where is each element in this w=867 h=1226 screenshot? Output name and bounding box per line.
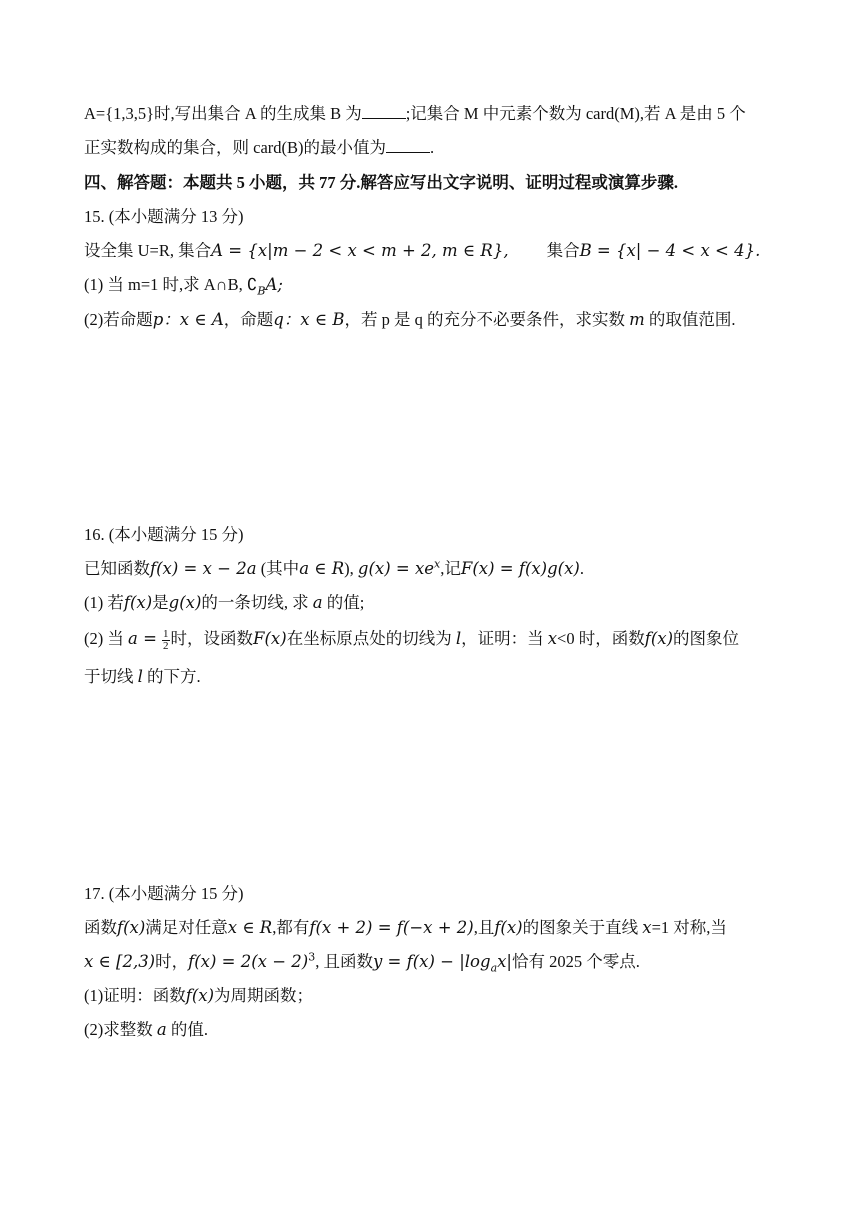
q15-header: 15. (本小题满分 13 分) xyxy=(84,207,244,226)
answer-blank-1 xyxy=(362,104,406,119)
q15-part2: (2)若命题p：x ∈ A，命题q：x ∈ B，若 p 是 q 的充分不必要条件，求实数 m 的取值范围. xyxy=(84,310,736,329)
section-heading: 四、解答题：本题共 5 小题，共 77 分.解答应写出文字说明、证明过程或演算步骤. xyxy=(84,173,678,192)
q16-part1: (1) 若f(x)是g(x)的一条切线, 求 a 的值; xyxy=(84,593,365,612)
q14-line-2: 正实数构成的集合，则 card(B)的最小值为 . xyxy=(84,138,435,157)
q17-part2: (2)求整数 a 的值. xyxy=(84,1020,208,1039)
q14-line-1: A={1,3,5}时,写出集合 A 的生成集 B 为 ;记集合 M 中元素个数为 card(M),若 A 是由 5 个 xyxy=(84,104,746,123)
q17-line-1: 函数f(x)满足对任意x ∈ R,都有f(x + 2) = f(−x + 2),且f(x)的图象关于直线 x=1 对称,当 xyxy=(84,918,727,937)
q17-line-2: x ∈ [2,3)时，$f(x) = 2(x - 2)^3$, 且函数$y = f(x) - |\log_ax|$恰有 2025 个零点. xyxy=(84,950,640,975)
q15-part1: (1) 当 m=1 时,求 A∩B, $∁_BA$; xyxy=(84,275,283,298)
q17-part1: (1)证明：函数f(x)为周期函数； xyxy=(84,986,314,1005)
q17-header: 17. (本小题满分 15 分) xyxy=(84,884,244,903)
fraction-one-half: $\frac{1}{2}$ xyxy=(163,627,169,652)
q16-part2-cont: 于切线 l 的下方. xyxy=(84,667,201,686)
q16-header: 16. (本小题满分 15 分) xyxy=(84,525,244,544)
q15-stem: 设全集 U=R, 集合A = {x|m − 2 < x < m + 2, m ∈ R}, 集合B = {x| − 4 < x < 4}. xyxy=(84,241,761,260)
q16-part2: (2) 当 a = $\frac{1}{2}$ 时，设函数F(x)在坐标原点处的切线为 l，证明：当 x<0 时，函数f(x)的图象位 xyxy=(84,627,740,652)
answer-blank-2 xyxy=(386,138,430,153)
q16-stem: 已知函数f(x) = x − 2a (其中a ∈ R), $g(x) = xe^x$,记F(x) = f(x)g(x). xyxy=(84,557,584,578)
